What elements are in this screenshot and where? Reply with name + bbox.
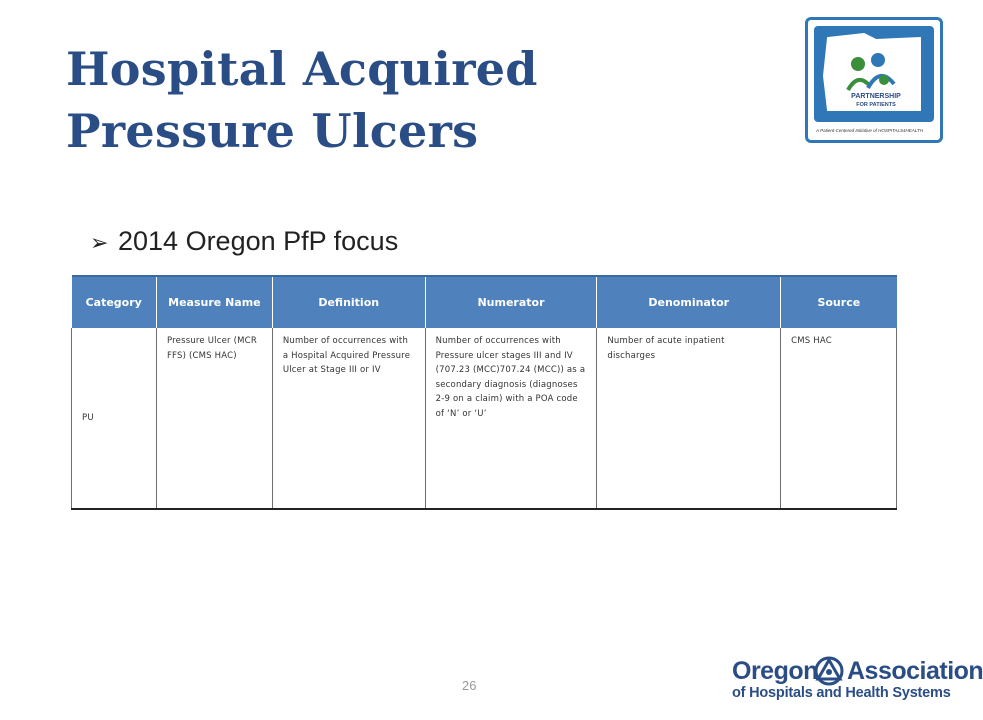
- cell-measure-name: Pressure Ulcer (MCR FFS) (CMS HAC): [156, 328, 272, 509]
- header-measure-name: Measure Name: [156, 276, 272, 328]
- header-denominator: Denominator: [597, 276, 781, 328]
- cell-numerator: Number of occurrences with Pressure ulcer stages III and IV (707.23 (MCC)707.24 (MCC)) as a secondary diagnosis (diagnoses 2-9 on a claim) with a POA code of ‘N’ or ‘U’: [425, 328, 597, 509]
- cell-denominator: Number of acute inpatient discharges: [597, 328, 781, 509]
- oahhs-logo-word-oregon: Oregon: [732, 657, 818, 685]
- bullet-item: [90, 226, 398, 257]
- oahhs-logo-subtitle: of Hospitals and Health Systems: [732, 685, 951, 701]
- pfp-logo-text-top: PARTNERSHIP: [851, 93, 901, 100]
- cell-definition: Number of occurrences with a Hospital Acquired Pressure Ulcer at Stage III or IV: [272, 328, 425, 509]
- table-header-row: [72, 276, 897, 328]
- header-definition: Definition: [272, 276, 425, 328]
- measures-table: [71, 275, 897, 510]
- oregon-map-icon: [814, 26, 934, 122]
- header-numerator: Numerator: [425, 276, 597, 328]
- table-row: [72, 328, 897, 509]
- header-category: Category: [72, 276, 157, 328]
- slide-title: Hospital Acquired Pressure Ulcers: [66, 42, 538, 158]
- page-number: 26: [462, 678, 477, 693]
- header-source: Source: [781, 276, 897, 328]
- cell-category: PU: [72, 328, 157, 509]
- pfp-logo-text-bottom: FOR PATIENTS: [856, 102, 896, 108]
- oahhs-emblem-icon: [813, 655, 845, 687]
- bullet-text: 2014 Oregon PfP focus: [118, 226, 399, 256]
- arrow-bullet-icon: ➢: [90, 230, 109, 255]
- cell-source: CMS HAC: [781, 328, 897, 509]
- partnership-for-patients-logo: [805, 17, 943, 143]
- oahhs-logo: [730, 655, 983, 707]
- oahhs-logo-word-association: Association: [847, 657, 983, 685]
- pfp-logo-tagline: A Patient-Centered Initiative of HOSPITALS4HEALTH: [816, 128, 923, 133]
